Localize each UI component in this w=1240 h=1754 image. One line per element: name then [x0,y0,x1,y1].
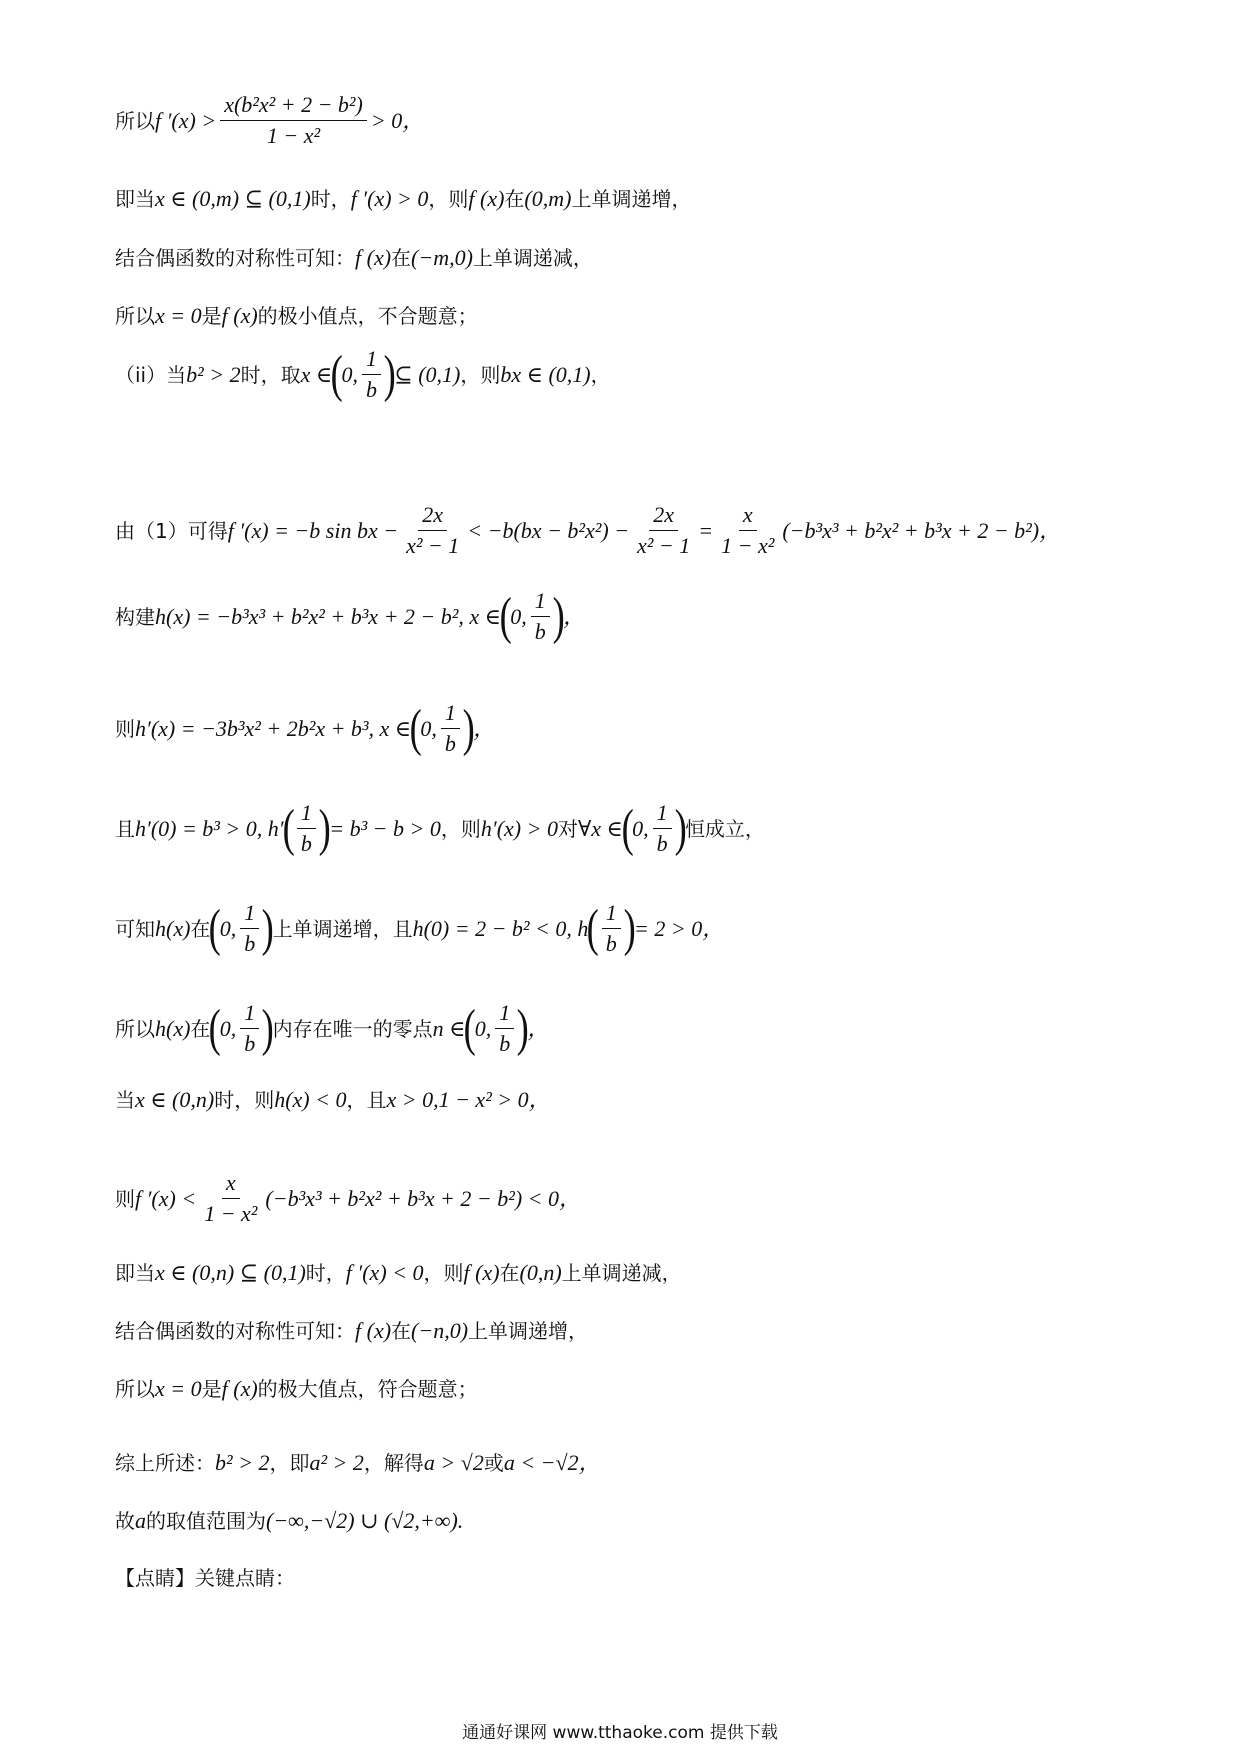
numerator: 1 [531,588,550,617]
formula: h′(x) = −3b³x² + 2b²x + b³, x ∈ [135,715,412,741]
numerator: 1 [441,700,460,729]
fraction [220,92,367,150]
formula: f ′(x) = −b sin bx − [227,517,399,543]
formula: x = 0 [155,1376,202,1401]
text: ，则 [428,187,469,212]
fraction [633,502,694,560]
formula: b² > 2 [186,361,241,387]
text: ，则 [440,816,481,841]
formula: x ∈ (0,m) ⊆ (0,1) [155,186,311,211]
fraction [495,1000,514,1058]
text: 在 [391,1319,412,1344]
formula: (0,n) [519,1260,562,1285]
solution-line-15 [115,1318,1135,1344]
page-footer: 通通好课网 www.tthaoke.com 提供下载 [462,1723,778,1743]
numerator: 1 [240,900,259,929]
solution-line-16 [115,1376,1135,1402]
numerator: x [222,1170,240,1199]
denominator: b [365,377,377,403]
formula: x ∈ (0,n) ⊆ (0,1) [155,1260,306,1285]
text: 的极大值点，符合题意； [257,1377,478,1402]
formula: f ′(x) > 0 [350,186,429,211]
formula: n ∈ [432,1015,466,1041]
paren: ) [261,999,274,1057]
formula: b² > 2 [215,1450,270,1475]
paren: ( [621,799,634,857]
paren: ( [499,587,512,645]
solution-line-9 [115,800,1135,858]
formula: (−b³x³ + b²x² + b³x + 2 − b²)， [782,517,1062,543]
formula: bx ∈ (0,1) [500,361,591,387]
text: 则 [115,716,135,741]
key-point-heading: 【点睛】关键点睛： [115,1566,295,1590]
solution-line-13 [115,1170,1135,1228]
text: （ii）当 [115,362,187,387]
numerator: 2x [418,502,447,531]
formula: 0, [474,1015,492,1041]
text: 是 [201,304,222,329]
fraction [717,502,778,560]
text: 所以 [115,1016,155,1041]
text: ，解得 [363,1451,424,1476]
paren: ) [318,799,331,857]
text: 则 [115,1186,135,1211]
text: ，且 [346,1088,387,1113]
formula: h(x) = −b³x³ + b²x² + b³x + 2 − b², x ∈ [155,603,501,629]
text: 内存在唯一的零点 [272,1016,433,1041]
fraction [602,900,621,958]
solution-line-8 [115,700,1135,758]
paren: ( [586,899,600,957]
paren: ) [516,999,529,1057]
formula: x = 0 [155,303,202,328]
fraction [200,1170,261,1228]
formula: = 2 > 0 [634,915,703,941]
formula: f (x) [355,245,392,270]
formula: ∀x ∈ [577,815,623,841]
fraction [297,800,316,858]
text: 在 [190,916,211,941]
formula: f ′(x) < [135,1185,197,1211]
formula: a > √2 [423,1450,484,1475]
denominator: b [656,831,668,857]
text: ，则 [423,1261,464,1286]
paren: ) [623,899,636,957]
text: 当 [115,1088,135,1113]
paren: ( [282,799,295,857]
fraction [240,1000,259,1058]
paren: ( [209,999,222,1057]
paren: ( [330,345,343,403]
fraction [240,900,259,958]
text: 所以 [115,1377,155,1402]
denominator: b [499,1031,511,1057]
formula: x ∈ (0,n) [135,1087,215,1112]
formula: 0, [632,815,649,841]
text: 上单调递增，且 [272,916,413,941]
formula: a < −√2 [503,1450,579,1475]
text: 且 [115,816,135,841]
solution-line-3 [115,245,1135,271]
paren: ( [463,999,477,1057]
denominator: b [605,931,617,957]
text: 即当 [115,1261,155,1286]
formula: f (x) [355,1318,392,1343]
formula: f ′(x) > [155,107,217,133]
formula: ， [527,1015,550,1041]
denominator: 1 − x² [204,1201,258,1227]
text: 结合偶函数的对称性可知： [115,246,355,271]
text: 对 [557,816,578,841]
formula: f (x) [468,186,505,211]
formula: ， [473,715,496,741]
formula: 0, [219,1015,237,1041]
solution-line-6 [115,502,1135,560]
formula: (−b³x³ + b²x² + b³x + 2 − b²) < 0 [265,1185,560,1211]
formula: 0, [510,603,527,629]
formula: . [457,1508,464,1533]
formula: 0, [420,715,437,741]
formula: (−m,0) [411,245,473,270]
denominator: b [244,1031,256,1057]
denominator: x² − 1 [637,533,691,559]
text: 所以 [115,304,155,329]
text: ，则 [460,362,501,387]
fraction [441,700,460,758]
text: 在 [391,246,412,271]
paren: ( [409,699,422,757]
paren: ) [552,587,565,645]
formula: a [135,1508,146,1533]
paren: ) [462,699,475,757]
fraction [402,502,463,560]
text: 的极小值点，不合题意； [257,304,478,329]
text: 恒成立， [684,816,765,841]
text: 时， [310,187,351,212]
formula: f (x) [463,1260,500,1285]
numerator: 1 [602,900,621,929]
formula: f (x) [221,1376,258,1401]
solution-line-18 [115,1508,1135,1534]
numerator: 1 [653,800,672,829]
solution-line-7 [115,588,1135,646]
text: 在 [504,187,525,212]
text: 可知 [115,916,155,941]
solution-line-4 [115,303,1135,329]
formula: = [698,517,714,543]
formula: ， [559,1185,582,1211]
text: 或 [483,1451,504,1476]
solution-line-1 [115,92,1135,150]
fraction [362,346,381,404]
numerator: 1 [362,346,381,375]
solution-line-14 [115,1260,1135,1286]
text: 上单调递减， [561,1261,682,1286]
numerator: 1 [240,1000,259,1029]
formula: ， [563,603,586,629]
formula: ， [528,1087,551,1112]
solution-line-17 [115,1450,1135,1476]
text: 时， [305,1261,346,1286]
text: 上单调递增， [571,187,692,212]
denominator: b [534,619,546,645]
text: 时，则 [214,1088,275,1113]
formula: 0, [341,361,358,387]
text: 上单调递增， [468,1319,589,1344]
text: 由（1）可得 [115,518,228,543]
text: 结合偶函数的对称性可知： [115,1319,355,1344]
paren: ) [261,899,274,957]
formula: h(x) [155,915,191,941]
formula: (−∞,−√2) ∪ (√2,+∞) [266,1508,458,1533]
text: 上单调递减， [472,246,593,271]
formula: f (x) [221,303,258,328]
fraction [531,588,550,646]
text: ，即 [269,1451,310,1476]
formula: x ∈ [300,361,333,387]
numerator: x(b²x² + 2 − b²) [220,92,367,121]
formula: h(0) = 2 − b² < 0, h [412,915,589,941]
formula: x > 0,1 − x² > 0 [386,1087,529,1112]
solution-line-12 [115,1087,1135,1113]
formula: h(x) < 0 [274,1087,347,1112]
text: ， [590,362,611,387]
formula: 0, [219,915,237,941]
numerator: 1 [297,800,316,829]
formula: h′(x) > 0 [480,815,558,841]
solution-line-11 [115,1000,1135,1058]
text: 构建 [115,604,155,629]
fraction [653,800,672,858]
formula: h′(0) = b³ > 0, h′ [135,815,284,841]
paren: ) [383,345,396,403]
formula: (0,m) [524,186,572,211]
formula: ， [702,915,725,941]
denominator: b [300,831,312,857]
text: 的取值范围为 [146,1509,266,1534]
numerator: 2x [649,502,678,531]
formula: (−n,0) [411,1318,469,1343]
formula: < −b(bx − b²x²) − [467,517,630,543]
formula: a² > 2 [309,1450,364,1475]
formula: ， [578,1450,601,1475]
formula: h(x) [155,1015,191,1041]
solution-line-10 [115,900,1135,958]
formula: ⊆ (0,1) [394,361,461,387]
denominator: 1 − x² [721,533,775,559]
denominator: b [244,931,256,957]
solution-line-5 [115,346,1135,404]
text: 所以 [115,108,155,133]
text: 综上所述： [115,1451,215,1476]
paren: ) [674,799,687,857]
denominator: x² − 1 [406,533,460,559]
text: 在 [499,1261,520,1286]
numerator: x [739,502,757,531]
paren: ( [209,899,222,957]
text: 故 [115,1509,135,1534]
text: 即当 [115,187,155,212]
numerator: 1 [495,1000,514,1029]
text: 时，取 [240,362,301,387]
text: 是 [201,1377,222,1402]
solution-line-19 [115,1566,1135,1590]
denominator: 1 − x² [266,123,321,149]
formula: = b³ − b > 0 [329,815,441,841]
text: 在 [190,1016,211,1041]
formula: > 0， [370,107,425,133]
solution-line-2 [115,186,1135,212]
denominator: b [444,731,456,757]
formula: f ′(x) < 0 [345,1260,424,1285]
